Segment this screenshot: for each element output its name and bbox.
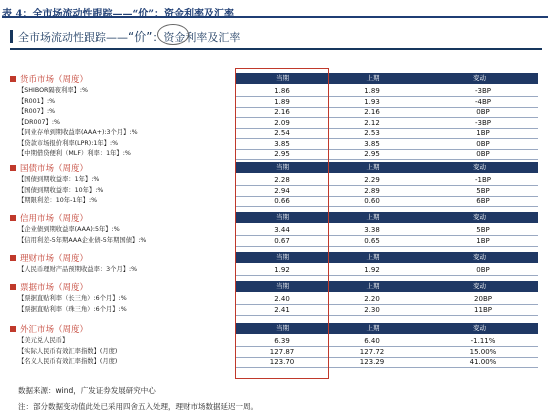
section-marker-icon [10, 284, 16, 290]
row-label: 【国债到期收益率：1年】:% [18, 176, 100, 183]
row-label: 【R001】:% [18, 97, 56, 105]
caption-text: 表 4：全市场流动性跟踪——“价”：资金利率及汇率 [2, 9, 234, 20]
section-marker-icon [10, 255, 16, 261]
column-header-previous: 上期 [366, 163, 380, 171]
section-title-text: 信用市场（周度） [20, 214, 89, 224]
value-previous: 1.93 [364, 97, 380, 106]
footnote: 注：部分数据变动值此处已采用四舍五入处理，理财市场数据延迟一周。 [18, 402, 258, 411]
column-header-change: 变动 [473, 282, 486, 290]
value-previous: 2.16 [364, 108, 380, 116]
value-current: 2.16 [274, 108, 290, 116]
column-header-previous: 上期 [366, 282, 380, 290]
value-previous: 3.38 [364, 226, 380, 234]
value-current: 123.70 [269, 358, 295, 366]
value-change: -1BP [474, 176, 491, 184]
value-current: 2.95 [274, 150, 290, 158]
value-change: 6BP [476, 197, 490, 205]
value-current: 2.94 [274, 186, 290, 195]
value-current: 2.09 [274, 118, 290, 127]
column-header-previous: 上期 [366, 324, 380, 332]
value-previous: 2.53 [364, 129, 380, 137]
row-label: 【国债到期收益率：10年】:% [18, 186, 104, 194]
value-previous: 6.40 [364, 337, 380, 345]
column-header-previous: 上期 [366, 253, 380, 261]
value-change: 5BP [476, 226, 490, 234]
value-current: 2.40 [274, 295, 290, 303]
row-label: 【票据直贴利率（长三角）:6个月】:% [18, 295, 127, 302]
value-change: 0BP [476, 108, 490, 116]
value-current: 3.44 [274, 226, 290, 234]
table-caption [2, 2, 548, 18]
row-label: 【信用利差-5年期AAA企业债-5年期国债】:% [18, 236, 147, 244]
value-previous: 2.29 [364, 176, 380, 184]
row-label: 【R007】:% [18, 108, 56, 115]
value-previous: 127.72 [359, 347, 385, 356]
value-current: 3.85 [274, 139, 290, 148]
value-current: 2.54 [274, 129, 290, 137]
row-label: 【实际人民币有效汇率指数】(月度) [18, 347, 118, 355]
column-header-change: 变动 [473, 324, 486, 332]
column-header-change: 变动 [473, 74, 486, 82]
value-current: 2.41 [274, 305, 290, 314]
column-header-current: 当期 [276, 163, 289, 171]
column-header-current: 当期 [276, 324, 289, 332]
column-header-change: 变动 [473, 253, 486, 261]
title-left: 全市场流动性跟踪—— [18, 31, 128, 44]
column-header-previous: 上期 [366, 74, 380, 82]
quote-highlight-circle [157, 24, 189, 45]
section-marker-icon [10, 76, 16, 82]
value-change: 11BP [474, 305, 492, 314]
value-change: 5BP [476, 186, 490, 195]
value-change: 1BP [476, 129, 490, 137]
section-title [10, 280, 88, 294]
value-previous: 2.20 [364, 295, 380, 303]
row-label: 【期限利差：10年-1年】:% [18, 197, 98, 204]
value-previous: 2.89 [364, 186, 380, 195]
column-header-current: 当期 [276, 253, 289, 261]
section-title-text: 票据市场（周度） [20, 283, 89, 293]
column-header-current: 当期 [276, 282, 289, 290]
value-current: 1.92 [274, 266, 290, 274]
section-title-text: 外汇市场（周度） [20, 325, 89, 335]
value-current: 0.66 [274, 197, 290, 205]
value-change: 0BP [476, 266, 490, 274]
value-previous: 2.95 [364, 150, 380, 158]
value-previous: 3.85 [364, 139, 380, 148]
row-label: 【贷款市场报价利率(LPR):1年】:% [18, 139, 119, 147]
column-header-current: 当期 [276, 213, 289, 221]
value-previous: 1.89 [364, 87, 380, 95]
value-previous: 1.92 [364, 266, 380, 274]
section-title [10, 251, 88, 265]
section-marker-icon [10, 215, 16, 221]
value-previous: 123.29 [359, 358, 385, 366]
value-current: 1.86 [274, 87, 290, 95]
row-label: 【名义人民币有效汇率指数】(月度) [18, 358, 118, 365]
value-current: 1.89 [274, 97, 290, 106]
value-change: 0BP [476, 139, 490, 148]
section-marker-icon [10, 165, 16, 171]
column-header-current: 当期 [276, 74, 289, 82]
header-rule [10, 48, 542, 50]
section-title [10, 322, 88, 336]
value-previous: 2.12 [364, 118, 380, 127]
value-change: 0BP [476, 150, 490, 158]
title-right: ：资金利率及汇率 [152, 31, 241, 44]
column-header-change: 变动 [473, 163, 486, 171]
value-change: 1BP [476, 236, 490, 245]
column-header-previous: 上期 [366, 213, 380, 221]
header-accent-bar [10, 30, 13, 43]
section-title-text: 货币市场（周度） [20, 75, 89, 85]
section-title [10, 211, 88, 225]
value-current: 127.87 [269, 347, 295, 356]
value-previous: 0.60 [364, 197, 380, 205]
column-header-change: 变动 [473, 213, 486, 221]
section-title [10, 161, 88, 175]
row-label: 【企业债到期收益率(AAA):5年】:% [18, 226, 120, 233]
value-change: 15.00% [469, 347, 497, 356]
value-current: 0.67 [274, 236, 290, 245]
row-label: 【SHIBOR隔夜利率】:% [18, 87, 89, 94]
page-title [18, 28, 240, 45]
row-label: 【票据直贴利率（珠三角）:6个月】:% [18, 305, 127, 313]
value-current: 6.39 [274, 337, 290, 345]
data-source-note: 数据来源：wind，广发证券发展研究中心 [18, 386, 156, 395]
value-change: 20BP [474, 295, 492, 303]
section-title-text: 国债市场（周度） [20, 164, 89, 174]
value-previous: 2.30 [364, 305, 380, 314]
value-current: 2.28 [274, 176, 290, 184]
row-label: 【中期借贷便利（MLF）利率：1年】:% [18, 150, 131, 157]
value-change: -3BP [474, 118, 491, 127]
row-label: 【同业存单到期收益率(AAA+):3个月】:% [18, 129, 138, 136]
section-marker-icon [10, 326, 16, 332]
row-label: 【DR007】:% [18, 118, 60, 126]
section-title [10, 72, 88, 86]
value-change: 41.00% [469, 358, 497, 366]
value-change: -1.11% [470, 337, 496, 345]
row-label: 【美元兑人民币】 [18, 337, 69, 344]
value-change: -3BP [474, 87, 491, 95]
value-change: -4BP [474, 97, 491, 106]
current-column-highlight-box [235, 68, 329, 379]
row-label: 【人民币理财产品预期收益率：3个月】:% [18, 266, 138, 273]
section-title-text: 理财市场（周度） [20, 254, 89, 264]
value-previous: 0.65 [364, 236, 380, 245]
title-quote: “价” [128, 30, 153, 44]
